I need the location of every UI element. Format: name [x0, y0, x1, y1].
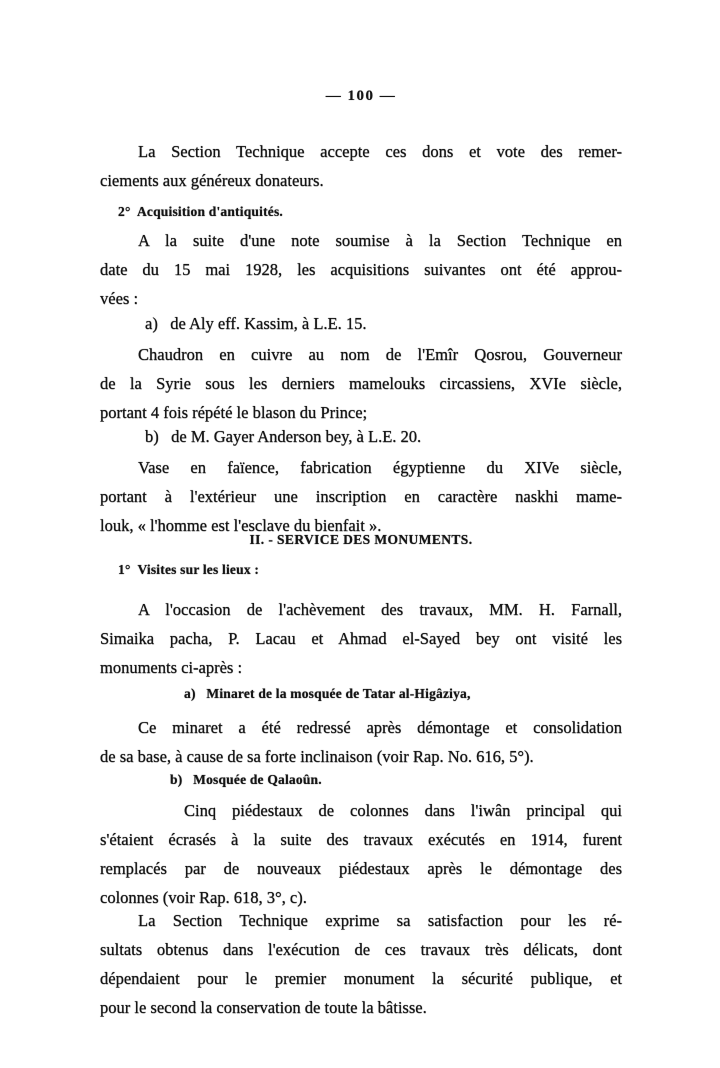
text-line: dépendaient pour le premier monument la sécurité publique, et — [100, 969, 622, 988]
paragraph-vase — [100, 453, 622, 540]
page-content — [100, 86, 622, 1022]
subheading-minaret-tatar: a) Minaret de la mosquée de Tatar al-Higâziya, — [184, 686, 471, 701]
section-heading-service-monuments: II. - SERVICE DES MONUMENTS. — [249, 532, 473, 547]
text-line: Chaudron en cuivre au nom de l'Emîr Qosrou, Gouverneur — [138, 345, 622, 364]
paragraph-note-soumise — [100, 226, 622, 313]
subheading-mosquee-qalaoun: b) Mosquée de Qalaoûn. — [170, 772, 322, 787]
page-number: — 100 — — [325, 88, 397, 104]
text-line: A l'occasion de l'achèvement des travaux, MM. H. Farnall, — [138, 600, 622, 619]
text-line: monuments ci-après : — [100, 658, 243, 677]
paragraph-satisfaction — [100, 906, 622, 1022]
text-line: de sa base, à cause de sa forte inclinaison (voir Rap. No. 616, 5°). — [100, 747, 534, 766]
paragraph-minaret — [100, 713, 622, 771]
heading-visites-lieux: 1° Visites sur les lieux : — [118, 562, 260, 577]
list-item-b-gayer-anderson: b) de M. Gayer Anderson bey, à L.E. 20. — [145, 427, 422, 446]
text-line: de la Syrie sous les derniers mamelouks circassiens, XVIe siècle, — [100, 374, 622, 393]
text-line: Vase en faïence, fabrication égyptienne du XIVe siècle, — [138, 458, 622, 477]
paragraph-donations — [100, 137, 622, 195]
text-line: louk, « l'homme est l'esclave du bienfait ». — [100, 516, 382, 535]
text-line: Ce minaret a été redressé après démontage et consolidation — [138, 718, 622, 737]
text-line: pour le second la conservation de toute la bâtisse. — [100, 998, 427, 1017]
text-line: s'étaient écrasés à la suite des travaux exécutés en 1914, furent — [100, 830, 622, 849]
text-line: portant à l'extérieur une inscription en caractère naskhi mame- — [100, 487, 622, 506]
text-line: portant 4 fois répété le blason du Prince; — [100, 403, 368, 422]
text-line: A la suite d'une note soumise à la Section Technique en — [138, 231, 622, 250]
text-line: ciements aux généreux donateurs. — [100, 171, 324, 190]
text-line: remplacés par de nouveaux piédestaux après le démontage des — [100, 859, 622, 878]
paragraph-piedestaux — [100, 796, 622, 912]
paragraph-visite — [100, 595, 622, 682]
text-line: sultats obtenus dans l'exécution de ces travaux très délicats, dont — [100, 940, 622, 959]
heading-acquisition-antiquites: 2° Acquisition d'antiquités. — [118, 204, 283, 219]
text-line: Cinq piédestaux de colonnes dans l'iwân principal qui — [184, 801, 622, 820]
paragraph-chaudron — [100, 340, 622, 427]
text-line: La Section Technique accepte ces dons et vote des remer- — [138, 142, 622, 161]
text-line: colonnes (voir Rap. 618, 3°, c). — [100, 888, 307, 907]
text-line: vées : — [100, 289, 139, 308]
text-line: Simaika pacha, P. Lacau et Ahmad el-Sayed bey ont visité les — [100, 629, 622, 648]
text-line: date du 15 mai 1928, les acquisitions suivantes ont été approu- — [100, 260, 622, 279]
text-line: La Section Technique exprime sa satisfaction pour les ré- — [138, 911, 622, 930]
list-item-a-kassim: a) de Aly eff. Kassim, à L.E. 15. — [145, 314, 367, 333]
